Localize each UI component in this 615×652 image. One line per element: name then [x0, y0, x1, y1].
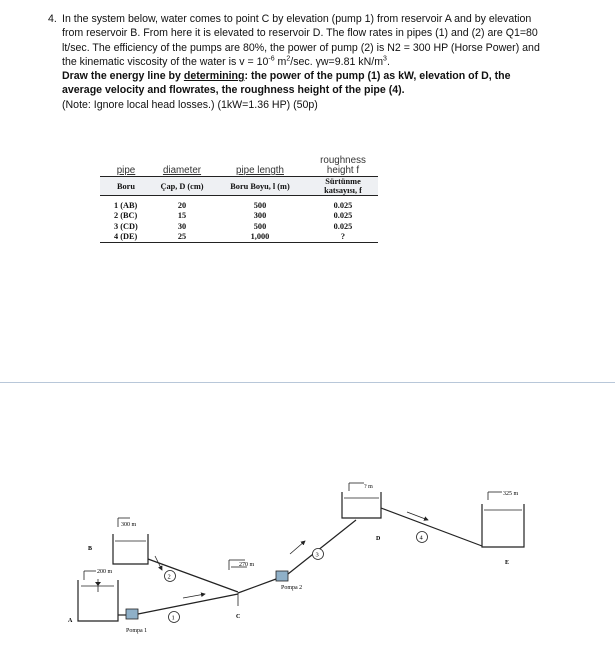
paragraph-text-d: . — [386, 55, 390, 68]
reservoir-a — [68, 569, 118, 624]
cell-diameter: 25 — [152, 232, 212, 243]
question-paragraph — [62, 12, 550, 69]
header-roughness: roughness height f — [320, 155, 366, 176]
paragraph-text-b: m — [274, 55, 287, 68]
cell-length: 1,000 — [212, 232, 308, 243]
cell-friction: 0.025 — [333, 221, 353, 231]
table-row — [100, 232, 378, 243]
header-pipe: pipe — [116, 165, 136, 176]
table-row — [100, 221, 378, 232]
pump-1-label: Pompa 1 — [126, 628, 148, 634]
pipe-4-label: 4 — [419, 534, 423, 542]
pipe-2-label: 2 — [167, 573, 171, 581]
pipe-3-label: 3 — [315, 551, 319, 559]
elevation-b-label: 300 m — [121, 522, 137, 528]
header-surtunme: Sürtünme katsayısı, f — [308, 177, 378, 196]
task-suffix: : the power of the pump (1) as kW, elevation of D, the average velocity and flowrates, the roughness height of the pipe (4). — [62, 70, 511, 97]
elevation-c-label: 270 m — [239, 562, 255, 568]
cell-friction: 0.025 — [333, 211, 353, 221]
cell-diameter: 15 — [177, 211, 187, 221]
pump-2-icon — [276, 571, 288, 581]
point-b-label: B — [88, 546, 93, 552]
cell-pipe: 4 (DE) — [100, 232, 152, 243]
exponent-3: 3 — [383, 55, 387, 63]
point-a-label: A — [68, 618, 73, 624]
cell-diameter: 20 — [177, 200, 187, 210]
cell-friction: 0.025 — [333, 200, 353, 210]
header-pipe-length: pipe length — [236, 165, 284, 176]
pipe-4 — [381, 508, 482, 546]
point-e-label: E — [505, 560, 510, 566]
section-divider — [0, 382, 615, 383]
question-number: 4. — [48, 13, 57, 25]
table-header-en — [100, 150, 378, 177]
paragraph-text-a: In the system below, water comes to point C by elevation (pump 1) from reservoir A and by elevation from reservoir B. From here it is elevated to reservoir D. The flow rates in pipes (1) and (2) are Q1=80 lt/sec. The efficiency of the pumps are 80%, the power of pump (2) is N2 = 300 HP (Horse Power) and the kinematic viscosity of the water is v = 10 — [62, 13, 540, 68]
reservoir-b — [88, 518, 148, 564]
pump-system-diagram — [0, 384, 615, 652]
elevation-e-label: 325 m — [503, 491, 519, 497]
pipe-3 — [288, 520, 356, 574]
point-c-label: C — [236, 614, 241, 620]
cell-length: 500 — [253, 221, 267, 231]
pump-2 — [238, 571, 302, 593]
paragraph-text-c: /sec. γw=9.81 kN/m — [290, 55, 384, 68]
reservoir-e — [482, 491, 524, 566]
table-row — [100, 211, 378, 222]
header-boru: Boru — [100, 177, 152, 196]
header-diameter: diameter — [162, 165, 202, 176]
cell-pipe: 3 (CD) — [114, 221, 138, 231]
reservoir-d — [342, 483, 381, 542]
pump-1-icon — [126, 609, 138, 619]
cell-friction: ? — [308, 232, 378, 243]
task-underlined: determining — [183, 70, 245, 83]
pipe-1 — [138, 594, 241, 623]
exponent-1: -6 — [268, 55, 275, 63]
elevation-a-label: 200 m — [97, 569, 113, 575]
point-d-label: D — [376, 536, 381, 542]
cell-pipe: 2 (BC) — [114, 211, 138, 221]
table-header-tr — [100, 177, 378, 196]
question-block — [48, 12, 550, 112]
cell-length: 500 — [253, 200, 267, 210]
pipe-table — [100, 150, 378, 243]
table-row — [100, 200, 378, 211]
question-note: (Note: Ignore local head losses.) (1kW=1.36 HP) (50p) — [62, 98, 318, 111]
cell-diameter: 30 — [177, 221, 187, 231]
header-cap: Çap, D (cm) — [152, 177, 212, 196]
pump-2-label: Pompa 2 — [281, 585, 303, 591]
pipe-1-label: 1 — [171, 614, 175, 622]
elevation-d-label: ? m — [364, 484, 373, 490]
pipe-2 — [148, 556, 238, 592]
exponent-2: 2 — [286, 55, 291, 63]
cell-length: 300 — [253, 211, 267, 221]
task-statement — [62, 69, 550, 98]
header-boru-boyu: Boru Boyu, l (m) — [212, 177, 308, 196]
cell-pipe: 1 (AB) — [114, 200, 138, 210]
task-prefix: Draw the energy line by — [62, 70, 184, 83]
